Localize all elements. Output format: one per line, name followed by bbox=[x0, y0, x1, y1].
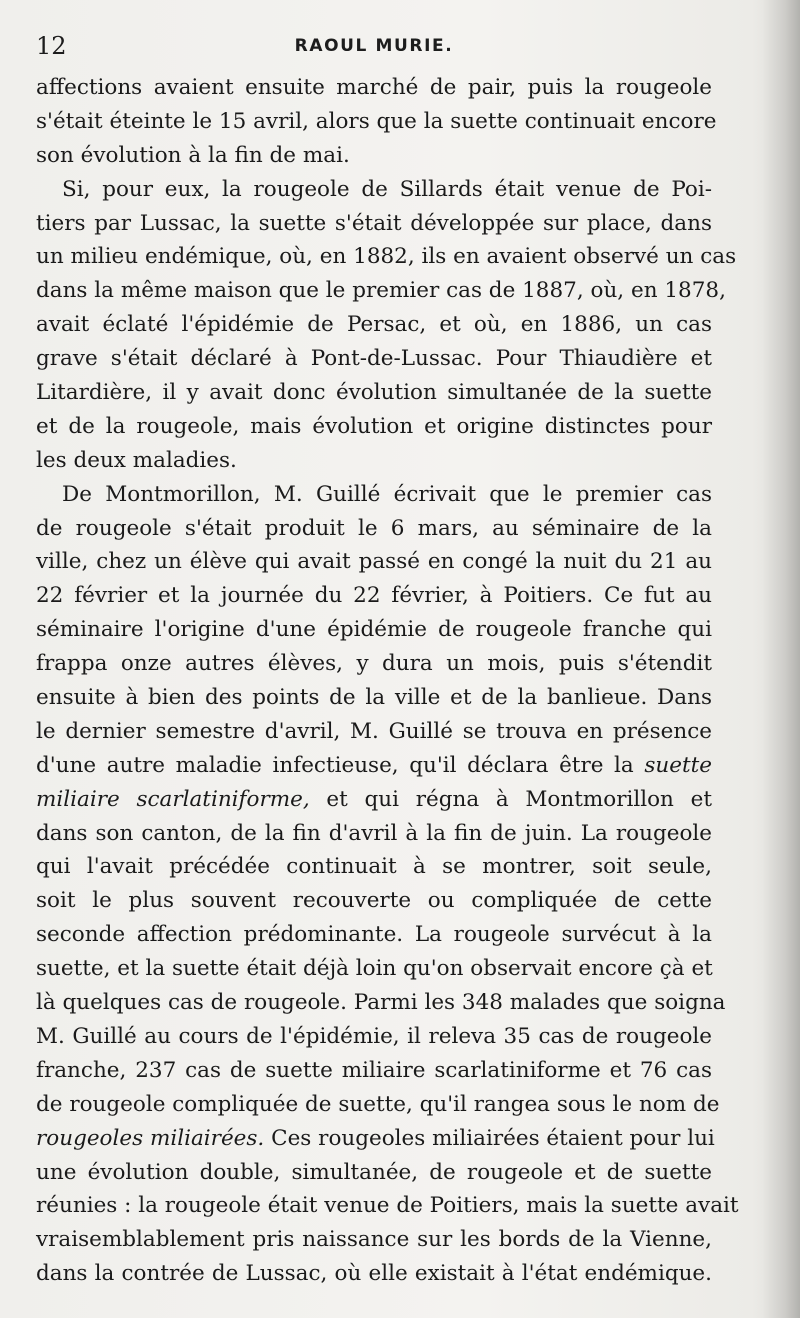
text-line: de rougeole s'était produit le 6 mars, au séminaire de la bbox=[36, 515, 712, 541]
text-line: Litardière, il y avait donc évolution simultanée de la suette bbox=[36, 380, 712, 406]
text-line: de rougeole compliquée de suette, qu'il rangea sous le nom de bbox=[36, 1091, 720, 1117]
text-line bbox=[36, 749, 712, 783]
italic-term: miliaire scarlatiniforme, bbox=[36, 786, 310, 812]
text-line: vraisemblablement pris naissance sur les bords de la Vienne, bbox=[36, 1227, 712, 1253]
text-line: 22 février et la journée du 22 février, à Poitiers. Ce fut au bbox=[36, 583, 712, 609]
text-line: dans la même maison que le premier cas de 1887, où, en 1878, bbox=[36, 278, 726, 304]
text-line: là quelques cas de rougeole. Parmi les 348 malades que soigna bbox=[36, 990, 726, 1016]
text-segment: d'une autre maladie infectieuse, qu'il déclara être la bbox=[36, 752, 634, 778]
text-line: le dernier semestre d'avril, M. Guillé se trouva en présence bbox=[36, 718, 712, 744]
text-segment: Ces rougeoles miliairées étaient pour lui bbox=[271, 1125, 715, 1151]
body-text bbox=[36, 71, 739, 1291]
text-line: qui l'avait précédée continuait à se montrer, soit seule, bbox=[36, 854, 712, 880]
text-line: ville, chez un élève qui avait passé en congé la nuit du 21 au bbox=[36, 549, 712, 575]
text-line: avait éclaté l'épidémie de Persac, et où, en 1886, un cas bbox=[36, 312, 712, 338]
text-line: dans son canton, de la fin d'avril à la fin de juin. La rougeole bbox=[36, 820, 712, 846]
text-line: une évolution double, simultanée, de rougeole et de suette bbox=[36, 1159, 712, 1185]
text-line: son évolution à la fin de mai. bbox=[36, 142, 350, 168]
text-line: M. Guillé au cours de l'épidémie, il releva 35 cas de rougeole bbox=[36, 1023, 712, 1049]
text-line bbox=[36, 783, 712, 817]
text-line: grave s'était déclaré à Pont-de-Lussac. Pour Thiaudière et bbox=[36, 346, 712, 372]
text-line: et de la rougeole, mais évolution et origine distinctes pour bbox=[36, 413, 712, 439]
text-line: les deux maladies. bbox=[36, 447, 237, 473]
text-line: séminaire l'origine d'une épidémie de rougeole franche qui bbox=[36, 617, 712, 643]
page-header bbox=[36, 33, 712, 59]
text-line: seconde affection prédominante. La rougeole survécut à la bbox=[36, 922, 712, 948]
text-segment: et qui régna à Montmorillon et bbox=[326, 786, 712, 812]
text-line: tiers par Lussac, la suette s'était développée sur place, dans bbox=[36, 210, 712, 236]
text-line: dans la contrée de Lussac, où elle existait à l'état endémique. bbox=[36, 1261, 712, 1287]
text-line: franche, 237 cas de suette miliaire scarlatiniforme et 76 cas bbox=[36, 1057, 712, 1083]
text-line: réunies : la rougeole était venue de Poitiers, mais la suette avait bbox=[36, 1193, 739, 1219]
text-line: affections avaient ensuite marché de pair, puis la rougeole bbox=[36, 75, 712, 100]
italic-term: suette bbox=[644, 752, 712, 778]
text-line: frappa onze autres élèves, y dura un mois, puis s'étendit bbox=[36, 651, 712, 677]
text-line: un milieu endémique, où, en 1882, ils en avaient observé un cas bbox=[36, 244, 737, 270]
paragraph-start-line: Si, pour eux, la rougeole de Sillards était venue de Poi- bbox=[62, 176, 712, 202]
text-line: ensuite à bien des points de la ville et de la banlieue. Dans bbox=[36, 685, 712, 711]
text-line: s'était éteinte le 15 avril, alors que la suette continuait encore bbox=[36, 108, 717, 134]
text-line: soit le plus souvent recouverte ou compliquée de cette bbox=[36, 888, 712, 914]
text-line bbox=[36, 1122, 715, 1156]
page-number: 12 bbox=[36, 32, 67, 60]
italic-term: rougeoles miliairées. bbox=[36, 1125, 265, 1151]
running-head: RAOUL MURIE. bbox=[294, 36, 454, 56]
text-line: suette, et la suette était déjà loin qu'on observait encore çà et bbox=[36, 956, 713, 982]
paragraph-start-line: De Montmorillon, M. Guillé écrivait que le premier cas bbox=[62, 481, 712, 507]
page-edge-shadow bbox=[762, 0, 800, 1318]
